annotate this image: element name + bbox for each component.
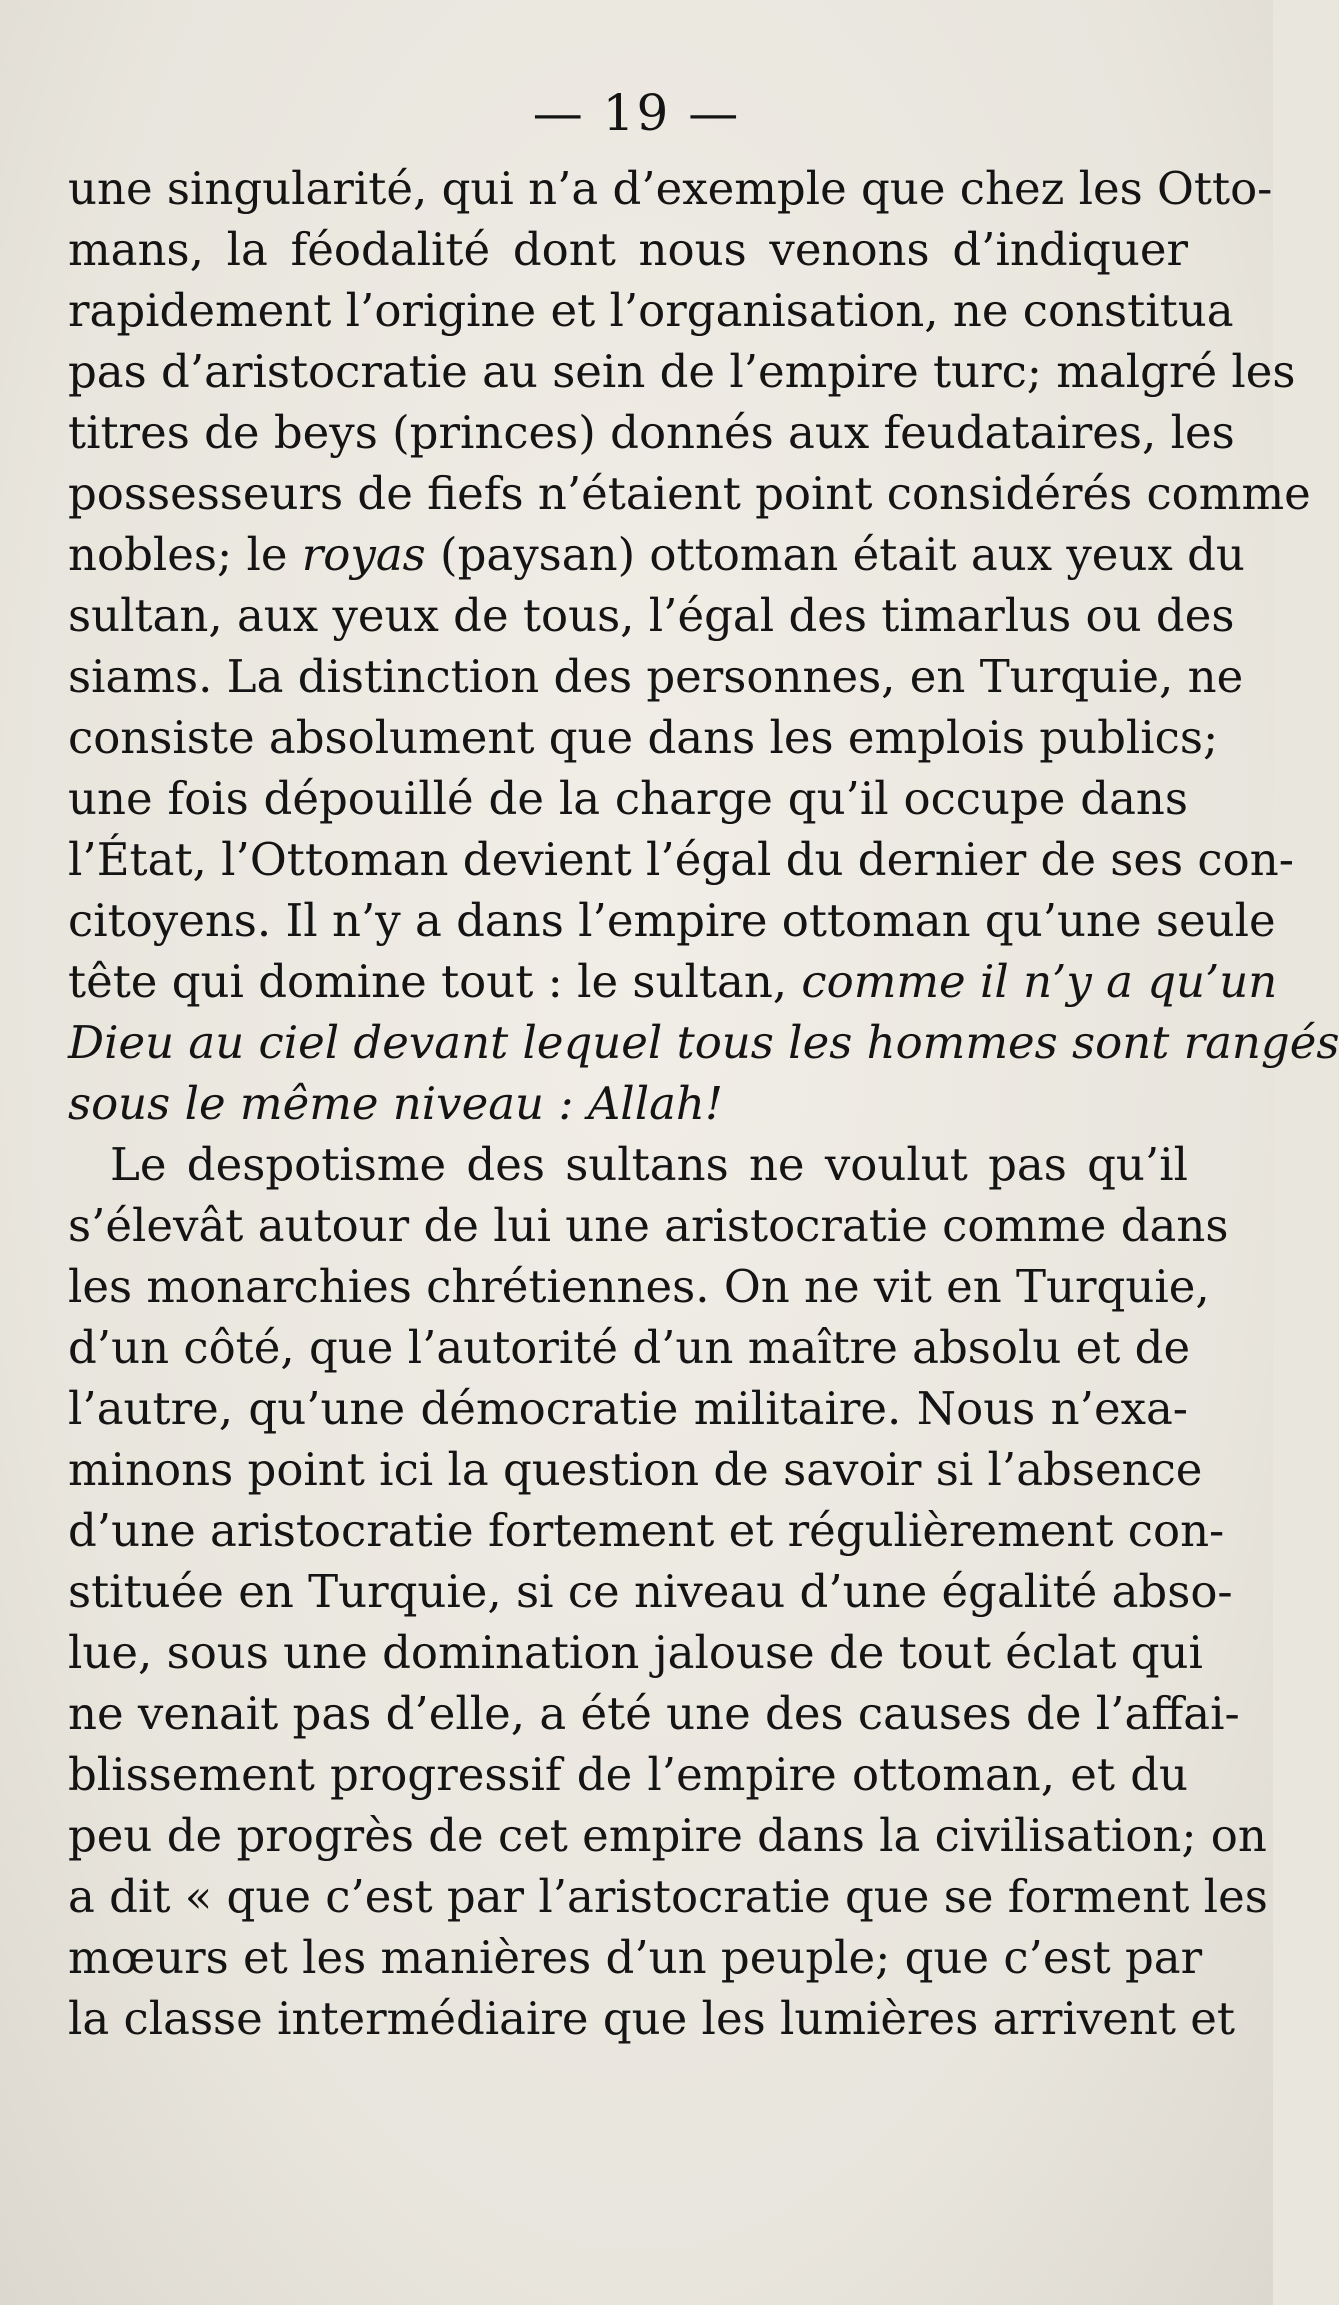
text-segment: une singularité, qui n’a d’exemple que chez les Otto-	[68, 162, 1273, 215]
text-segment: tête qui domine tout : le sultan,	[68, 955, 802, 1008]
text-line	[68, 951, 1278, 1012]
text-line	[68, 768, 1188, 829]
text-segment: l’autre, qu’une démocratie militaire. Nous n’exa-	[68, 1382, 1188, 1435]
text-line	[68, 1866, 1268, 1927]
text-line	[68, 829, 1294, 890]
italic-text: comme il n’y a qu’un	[801, 955, 1278, 1008]
italic-text: Dieu au ciel devant lequel tous les hommes sont rangés	[68, 1016, 1339, 1069]
text-line	[68, 1500, 1225, 1561]
text-line	[68, 1439, 1203, 1500]
text-segment: citoyens. Il n’y a dans l’empire ottoman qu’une seule	[68, 894, 1276, 947]
text-segment: l’État, l’Ottoman devient l’égal du dernier de ses con-	[68, 833, 1294, 886]
text-segment: mœurs et les manières d’un peuple; que c’est par	[68, 1931, 1203, 1984]
text-segment: pas d’aristocratie au sein de l’empire turc; malgré les	[68, 345, 1296, 398]
text-segment: a dit « que c’est par l’aristocratie que se forment les	[68, 1870, 1268, 1923]
text-line	[68, 1195, 1229, 1256]
text-segment: titres de beys (princes) donnés aux feudataires, les	[68, 406, 1235, 459]
text-line	[68, 219, 1188, 280]
text-line	[68, 1317, 1191, 1378]
text-line	[68, 585, 1235, 646]
text-segment: les monarchies chrétiennes. On ne vit en Turquie,	[68, 1260, 1210, 1313]
text-line	[68, 1927, 1203, 1988]
text-segment: d’une aristocratie fortement et régulièrement con-	[68, 1504, 1225, 1557]
text-segment: la classe intermédiaire que les lumières arrivent et	[68, 1992, 1235, 2045]
text-line	[68, 524, 1245, 585]
italic-text: royas	[301, 528, 426, 581]
text-line	[68, 1561, 1233, 1622]
text-segment: nobles; le	[68, 528, 302, 581]
text-line	[68, 890, 1276, 951]
text-line	[68, 1988, 1235, 2049]
text-segment: blissement progressif de l’empire ottoman, et du	[68, 1748, 1188, 1801]
text-segment: Le despotisme des sultans ne voulut pas qu’il	[110, 1138, 1188, 1191]
body-text	[68, 158, 1339, 2049]
text-line	[68, 463, 1311, 524]
text-line	[68, 707, 1219, 768]
text-line	[68, 1256, 1210, 1317]
page-number: — 19 —	[532, 84, 741, 142]
text-segment: sultan, aux yeux de tous, l’égal des timarlus ou des	[68, 589, 1235, 642]
text-segment: siams. La distinction des personnes, en Turquie, ne	[68, 650, 1244, 703]
text-segment: possesseurs de fiefs n’étaient point considérés comme	[68, 467, 1311, 520]
text-line	[68, 402, 1235, 463]
text-line	[68, 1012, 1339, 1073]
text-segment: d’un côté, que l’autorité d’un maître absolu et de	[68, 1321, 1191, 1374]
text-segment: peu de progrès de cet empire dans la civilisation; on	[68, 1809, 1267, 1862]
text-segment: consiste absolument que dans les emplois publics;	[68, 711, 1219, 764]
italic-text: sous le même niveau : Allah!	[68, 1077, 723, 1130]
text-line	[68, 1073, 1188, 1134]
text-line	[68, 341, 1296, 402]
text-line	[68, 1134, 1188, 1195]
text-line	[68, 158, 1273, 219]
text-line	[68, 1805, 1267, 1866]
text-line	[68, 1744, 1188, 1805]
text-segment: rapidement l’origine et l’organisation, ne constitua	[68, 284, 1234, 337]
text-segment: ne venait pas d’elle, a été une des causes de l’affai-	[68, 1687, 1240, 1740]
text-segment: (paysan) ottoman était aux yeux du	[425, 528, 1245, 581]
text-segment: lue, sous une domination jalouse de tout éclat qui	[68, 1626, 1203, 1679]
text-segment: minons point ici la question de savoir si l’absence	[68, 1443, 1203, 1496]
text-segment: s’élevât autour de lui une aristocratie comme dans	[68, 1199, 1229, 1252]
text-segment: stituée en Turquie, si ce niveau d’une égalité abso-	[68, 1565, 1233, 1618]
text-segment: mans, la féodalité dont nous venons d’indiquer	[68, 223, 1188, 276]
text-line	[68, 280, 1234, 341]
text-line	[68, 646, 1244, 707]
text-line	[68, 1378, 1188, 1439]
text-line	[68, 1622, 1203, 1683]
text-line	[68, 1683, 1240, 1744]
text-segment: une fois dépouillé de la charge qu’il occupe dans	[68, 772, 1188, 825]
